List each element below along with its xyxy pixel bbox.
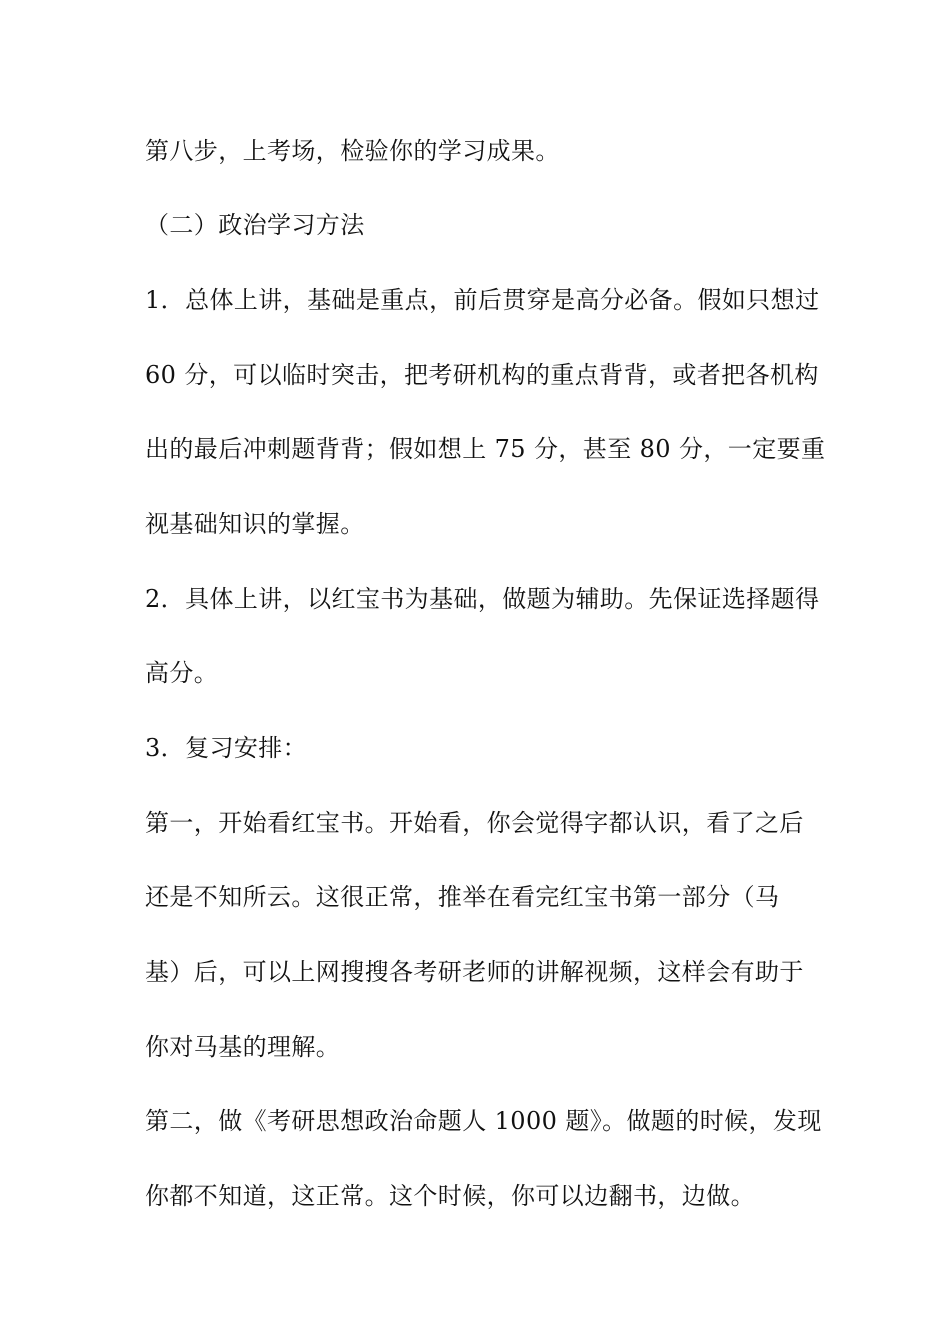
text-line: 高分。: [145, 659, 219, 687]
text-line: 1．总体上讲，基础是重点，前后贯穿是高分必备。假如只想过: [145, 286, 820, 314]
text-line: 你对马基的理解。: [145, 1033, 341, 1061]
text-line: 视基础知识的掌握。: [145, 510, 365, 538]
text-line: 基）后，可以上网搜搜各考研老师的讲解视频，这样会有助于: [145, 958, 804, 986]
text-line: 出的最后冲刺题背背；假如想上 75 分，甚至 80 分，一定要重: [145, 435, 826, 463]
text-line: 2．具体上讲，以红宝书为基础，做题为辅助。先保证选择题得: [145, 585, 820, 613]
text-line-review-plan: 3．复习安排：: [145, 734, 308, 762]
section-heading-politics: （二）政治学习方法: [145, 211, 365, 239]
text-line: 还是不知所云。这很正常，推举在看完红宝书第一部分（马: [145, 883, 780, 911]
text-line: 你都不知道，这正常。这个时候，你可以边翻书，边做。: [145, 1182, 755, 1210]
text-line: 第二，做《考研思想政治命题人 1000 题》。做题的时候，发现: [145, 1107, 822, 1135]
text-line-step-eight: 第八步，上考场，检验你的学习成果。: [145, 137, 560, 165]
text-line: 第一，开始看红宝书。开始看，你会觉得字都认识，看了之后: [145, 809, 804, 837]
text-line: 60 分，可以临时突击，把考研机构的重点背背，或者把各机构: [145, 361, 819, 389]
